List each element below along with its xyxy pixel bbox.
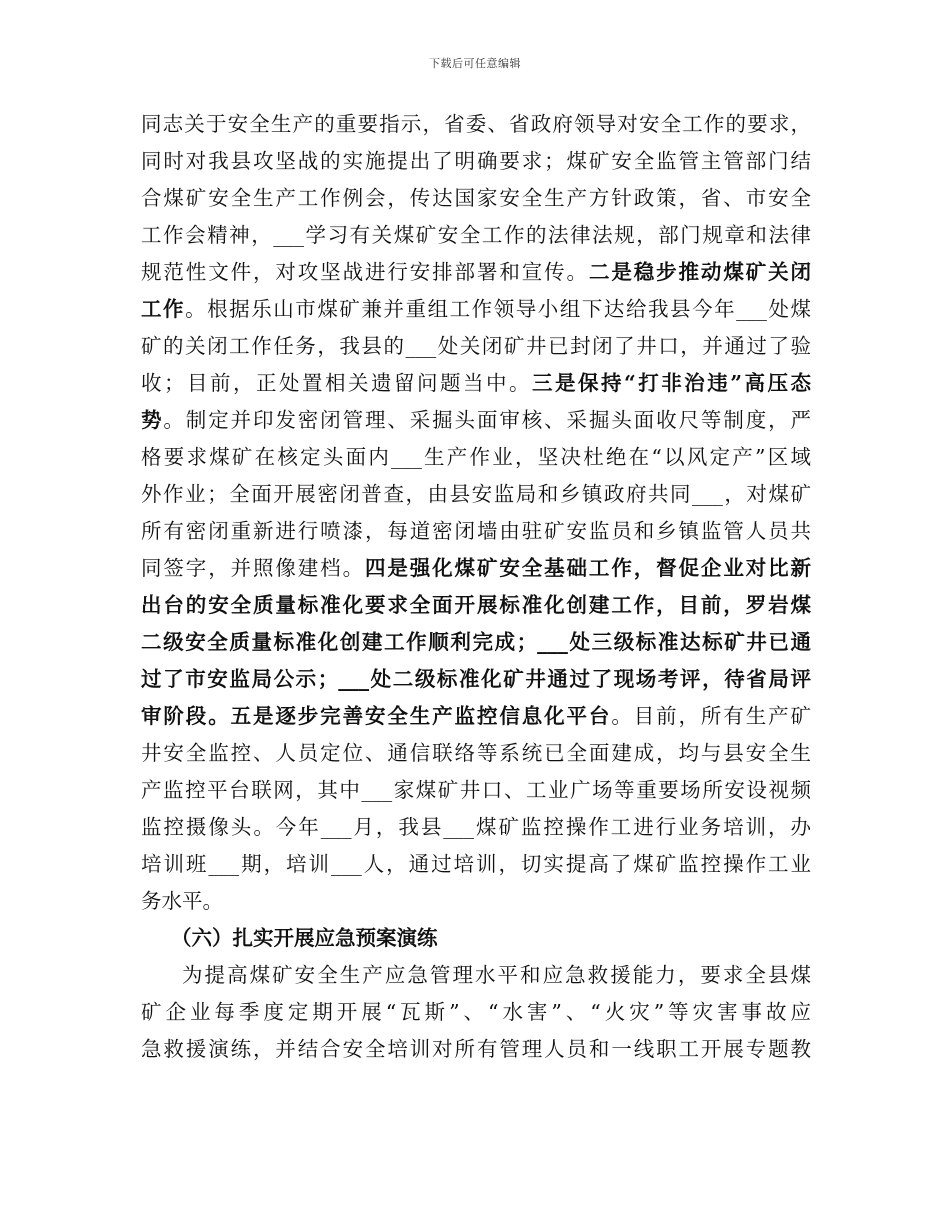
text-segment: 收；目前，正处置相关遗留问题当中。 [141, 371, 532, 395]
text-segment: 。根据乐山市煤矿兼并重组工作领导小组下达给我县今年___处煤 [185, 297, 812, 321]
text-line [141, 402, 811, 439]
text-line [141, 883, 811, 920]
text-segment: 同时对我县攻坚战的实施提出了明确要求；煤矿安全监管主管部门结 [141, 149, 811, 173]
text-segment: 所有密闭重新进行喷漆，每道密闭墙由驻矿安监员和乡镇监管人员共 [141, 519, 811, 543]
text-line [141, 513, 811, 550]
text-segment: （六）扎实开展应急预案演练 [171, 926, 438, 950]
text-segment: 合煤矿安全生产工作例会，传达国家安全生产方针政策，省、市安全 [141, 186, 811, 210]
text-line [141, 735, 811, 772]
bold-text-segment: 势 [141, 408, 164, 432]
text-segment: 务水平。 [141, 889, 223, 913]
bold-text-segment: 审阶段。五是逐步完善安全生产监控信息化平台 [141, 704, 612, 728]
text-line [141, 180, 811, 217]
text-segment: 同签字，并照像建档。 [141, 556, 365, 580]
text-line [141, 846, 811, 883]
text-line [141, 1031, 811, 1068]
text-line [141, 624, 811, 661]
text-line [141, 217, 811, 254]
text-segment: 矿企业每季度定期开展“瓦斯”、“水害”、“火灾”等灾害事故应 [141, 1000, 811, 1024]
text-segment: 同志关于安全生产的重要指示，省委、省政府领导对安全工作的要求， [141, 112, 811, 136]
text-line [141, 143, 811, 180]
text-line [141, 994, 811, 1031]
text-line [141, 772, 811, 809]
text-line [141, 328, 811, 365]
text-line [141, 587, 811, 624]
text-segment: 井安全监控、人员定位、通信联络等系统已全面建成，均与县安全生 [141, 741, 811, 765]
text-line [141, 698, 811, 735]
bold-text-segment: 出台的安全质量标准化要求全面开展标准化创建工作，目前，罗岩煤 [141, 593, 811, 617]
text-segment: 工作会精神，___学习有关煤矿安全工作的法律法规，部门规章和法律 [141, 223, 811, 247]
text-line [141, 439, 811, 476]
text-line [141, 550, 811, 587]
text-segment: 产监控平台联网，其中___家煤矿井口、工业广场等重要场所安设视频 [141, 778, 811, 802]
text-line [141, 957, 811, 994]
text-segment: 矿的关闭工作任务，我县的___处关闭矿井已封闭了井口，并通过了验 [141, 334, 811, 358]
text-line [141, 661, 811, 698]
text-segment: 培训班___期，培训___人，通过培训，切实提高了煤矿监控操作工业 [141, 852, 811, 876]
document-body [141, 106, 811, 1068]
text-line [141, 254, 811, 291]
text-segment: 外作业；全面开展密闭普查，由县安监局和乡镇政府共同___，对煤矿 [141, 482, 811, 506]
text-line [141, 476, 811, 513]
text-segment: 格要求煤矿在核定头面内___生产作业，坚决杜绝在“以风定产”区域 [141, 445, 811, 469]
section-heading [141, 920, 811, 957]
text-line [141, 106, 811, 143]
bold-text-segment: 过了市安监局公示；___处二级标准化矿井通过了现场考评，待省局评 [141, 667, 811, 691]
bold-text-segment: 四是强化煤矿安全基础工作，督促企业对比新 [364, 556, 812, 580]
text-segment: 规范性文件，对攻坚战进行安排部署和宣传。 [141, 260, 589, 284]
bold-text-segment: 工作 [141, 297, 186, 321]
text-line [141, 809, 811, 846]
text-segment: 监控摄像头。今年___月，我县___煤矿监控操作工进行业务培训，办 [141, 815, 811, 839]
text-line [141, 291, 811, 328]
text-segment: 为提高煤矿安全生产应急管理水平和应急救援能力，要求全县煤 [182, 963, 811, 987]
text-segment: 。制定并印发密闭管理、采掘头面审核、采掘头面收尺等制度，严 [163, 408, 812, 432]
page-header: 下载后可任意编辑 [429, 57, 521, 70]
bold-text-segment: 二级安全质量标准化创建工作顺利完成；___处三级标准达标矿井已通 [141, 630, 811, 654]
text-line [141, 365, 811, 402]
bold-text-segment: 三是保持“打非治违”高压态 [531, 371, 811, 395]
bold-text-segment: 二是稳步推动煤矿关闭 [588, 260, 812, 284]
text-segment: 。目前，所有生产矿 [611, 704, 812, 728]
text-segment: 急救援演练，并结合安全培训对所有管理人员和一线职工开展专题教 [141, 1037, 811, 1061]
